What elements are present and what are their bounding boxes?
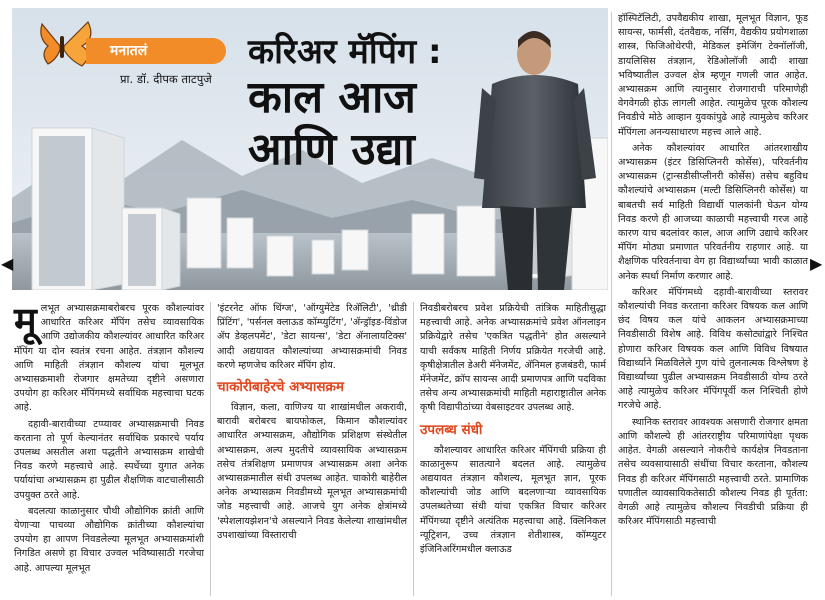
headline-line-1: करिअर मॅपिंग : [248,32,442,72]
column-2-paragraph: विज्ञान, कला, वाणिज्य या शाखांमधील अकरावी, बारावी बरोबरच बायफोकल, किमान कौशल्यांवर आधारित अभ्यासक्रम, औद्योगिक प्रशिक्षण संस्थेतील अभ्यासक्रम, अल्प मुदतीचे व्यावसायिक अभ्यासक्रम तसेच तंत्रशिक्षण प्रमाणपत्र अभ्यासक्रम अशा अनेक अभ्यासक्रमातील संधी उपलब्ध आहेत. चाकोरी बाहेरील अनेक अभ्यासक्रम निवडीमध्ये मूलभूत अभ्यासक्रमांची जोड महत्त्वाची आहे. आजचे युग अनेक क्षेत्रांमध्ये 'स्पेशलायझेशन'चे असल्याने निवड केलेल्या शाखांमधील उपशाखांच्या विस्ताराची [217,402,407,541]
headline-line-3: आणि उद्या [248,124,415,175]
column-2-paragraph: 'इंटरनेट ऑफ थिंग्ज', 'ऑग्युमेंटेड रिॲलिटी', 'थ्रीडी प्रिंटिंग', 'पर्सनल क्लाऊड कॉम्प्युटिंग', 'ॲन्ड्रॉइड-विंडोज ॲप डेव्हलपमेंट', 'डेटा सायन्स', 'डेटा ॲनालायटिक्स' आदी अद्ययावत कौशल्यांच्या अभ्यासक्रमांची निवड करणे म्हणजेच करिअर मॅपिंग होय. [217,303,407,371]
column-1-paragraph: दहावी-बारावीच्या टप्प्यावर अभ्यासक्रमाची निवड करताना तो पूर्ण केल्यानंतर सर्वाधिक प्रकारचे पर्याय उपलब्ध असतील अशा पद्धतीने अभ्यासक्रम शाखेची निवड करणे महत्त्वाचे आहे. स्पर्धेच्या युगात अनेक पर्यायांचा अभ्यासक्रम हा पुढील शैक्षणिक वाटचालीसाठी उपयुक्त ठरते आहे. [14,418,204,501]
next-page-arrow-icon[interactable]: ▶ [810,254,823,273]
column-3-paragraph: निवडीबरोबरच प्रवेश प्रक्रियेची तांत्रिक माहितीसुद्धा महत्त्वाची आहे. अनेक अभ्यासक्रमांचे प्रवेश ऑनलाइन प्रक्रियेद्वारे तसेच 'एकत्रित पद्धतीने' होत असल्याने याची सर्वंकष माहिती निर्णय प्रक्रियेत गरजेची आहे. कृषीक्षेत्रातील डेअरी मॅनेजमेंट, ॲनिमल हजबंडरी, फार्म मॅनेजमेंट, क्रॉप सायन्स आदी प्रमाणपत्र आणि पदविका तसेच अन्य अभ्यासक्रमांची माहिती महाराष्ट्रातील अनेक कृषी विद्यापीठांच्या वेबसाइटवर उपलब्ध आहे. [420,303,606,414]
drop-cap: मू [14,299,37,343]
right-column-paragraph: अनेक कौशल्यांवर आधारित आंतरशाखीय अभ्यासक्रम (इंटर डिसिप्लिनरी कोर्सेस), परिवर्तनीय अभ्यासक्रम (ट्रान्सडीसीप्लीनरी कोर्सेस) तसेच बहुविध कौशल्यांचे अभ्यासक्रम (मल्टी डिसिप्लिनरी कोर्सेस) या बाबतची सर्व माहिती विद्यार्थी पालकांनी घेऊन योग्य निवड करणे ही आजच्या काळाची महत्त्वाची गरज आहे कारण याच बदलांवर काल, आज आणि उद्याचे करिअर मॅपिंग मोठ्या प्रमाणात परिवर्तनीय राहणार आहे. या शैक्षणिक परिवर्तनाचा वेग हा विद्यार्थ्यांच्या भावी काळात अनेक स्पर्धा निर्माण करणार आहे. [618,142,808,282]
section-subheading: उपलब्ध संधी [420,421,483,438]
hero-illustration [12,8,608,290]
column-1-paragraph: बदलत्या काळानुसार चौथी औद्योगिक क्रांती आणि येणाऱ्या पाचव्या औद्योगिक क्रांतीच्या कौशल्यांचा उपयोग हा आपण निवडलेल्या मूलभूत अभ्यासक्रमांशी निगडित असणे हा विचार उज्वल भविष्यासाठी गरजेचा आहे. आपल्या मूलभूत [14,505,204,574]
right-column-paragraph: स्थानिक स्तरावर आवश्यक असणारी रोजगार क्षमता आणि कौशल्ये ही आंतरराष्ट्रीय परिमाणांपेक्षा पृथक आहेत. वेगळी असल्याने नोकरीचे कार्यक्षेत्र निवडताना तसेच व्यवसायासाठी संधींचा विचार करताना, कौशल्य निवड ही करिअर मॅपिंगसाठी महत्त्वाची ठरते. प्रामाणिक पणातील व्यावसायिकतेसाठी कौशल्य निवड ही पूर्तता: वेगळी आहे त्यामुळेच कौशल्य निवडीची प्रक्रिया ही करिअर मॅपिंगसाठी महत्त्वाची [618,416,808,528]
article-headline [248,32,442,176]
section-subheading: चाकोरीबाहेरचे अभ्यासक्रम [217,379,344,396]
column-divider [413,302,414,596]
column-1-paragraph [14,299,204,416]
right-column-paragraph: करिअर मॅपिंगमध्ये दहावी-बारावीच्या स्तरावर कौशल्यांची निवड करताना करिअर विषयक कल आणि छंद विषय कल यांचे आकलन अभ्यासक्रमाच्या निवडीसाठी विशेष आहे. विविध कसोट्यांद्वारे निश्चित होणारा करिअर विषयक कल आणि विविध विषयात विद्यार्थ्याने मिळविलेले गुण यांचे तुलनात्मक विश्लेषण हे विद्यार्थ्यांच्या पुढील अभ्यासक्रम निवडीसाठी योग्य ठरते आहे त्यामुळेच करिअर मॅपिंगपूर्वी कल निश्चिती होणे गरजेचे आहे. [618,286,808,412]
column-divider [611,12,612,596]
headline-line-2: काल आज [248,72,416,123]
previous-page-arrow-icon[interactable]: ◀ [1,254,14,273]
author-byline: प्रा. डॉ. दीपक ताटपुजे [120,72,212,86]
column-3-paragraph: कौशल्यावर आधारित करिअर मॅपिंगची प्रक्रिया ही काळानुरूप सातत्याने बदलत आहे. त्यामुळेच अद्ययावत तंत्रज्ञान कौशल्य, मूलभूत ज्ञान, पूरक कौशल्यांची जोड आणि बदलणाऱ्या व्यावसायिक उपलब्धतेच्या संधी यांचा एकत्रित विचार करिअर मॅपिंगच्या दृष्टीने अत्यंतिक महत्त्वाचा आहे. क्लिनिकल न्यूट्रिशन, उच्च तंत्रज्ञान शेतीशास्त्र, कॉम्प्युटर इंजिनिअरिंगमधील क्लाऊड [420,444,606,556]
column-divider [210,302,211,596]
column-1-lead-text: लभूत अभ्यासक्रमाबरोबरच पूरक कौशल्यांवर आधारित करिअर मॅपिंग तसेच व्यावसायिक आणि उद्योजकीय कौशल्यांवर आधारित करिअर मॅपिंग या दोन स्वतंत्र रचना आहेत. तंत्रज्ञान कौशल्य आणि माहिती तंत्रज्ञान कौशल्य यांचा मूलभूत अभ्यासक्रमाशी रोजगार क्षमतेच्या दृष्टीने असणारा उपयोग हा करिअर मॅपिंगमध्ये सर्वाधिक महत्त्वाचा घटक आहे. [14,303,204,414]
column-1 [14,299,204,578]
column-3 [420,302,606,559]
column-2 [217,302,407,545]
right-column [618,12,808,531]
column-kicker-label: मनातलं [86,38,226,64]
right-column-paragraph: हॉस्पिटॅलिटी, उपवैद्यकीय शाखा, मूलभूत विज्ञान, फूड सायन्स, फार्मसी, दंतवैद्यक, नर्सिंग, वैद्यकीय प्रयोगशाळा शास्त्र, फिजिओथेरपी, मेडिकल इमेजिंग टेक्नॉलॉजी, डायलिसिस तंत्रज्ञान, रेडिओलॉजी आदी शाखा भविष्यातील उज्वल क्षेत्र म्हणून गणली जात आहेत. अभ्यासक्रम आणि त्यानुसार रोजगाराची परिमाणेही वेगवेगळी होऊ लागली आहेत. त्यामुळेच पूरक कौशल्य निवडीचे मोठे आव्हान युवकांपुढे आहे त्यामुळेच करिअर मॅपिंगला अनन्यसाधारण महत्त्व आले आहे. [618,13,808,138]
